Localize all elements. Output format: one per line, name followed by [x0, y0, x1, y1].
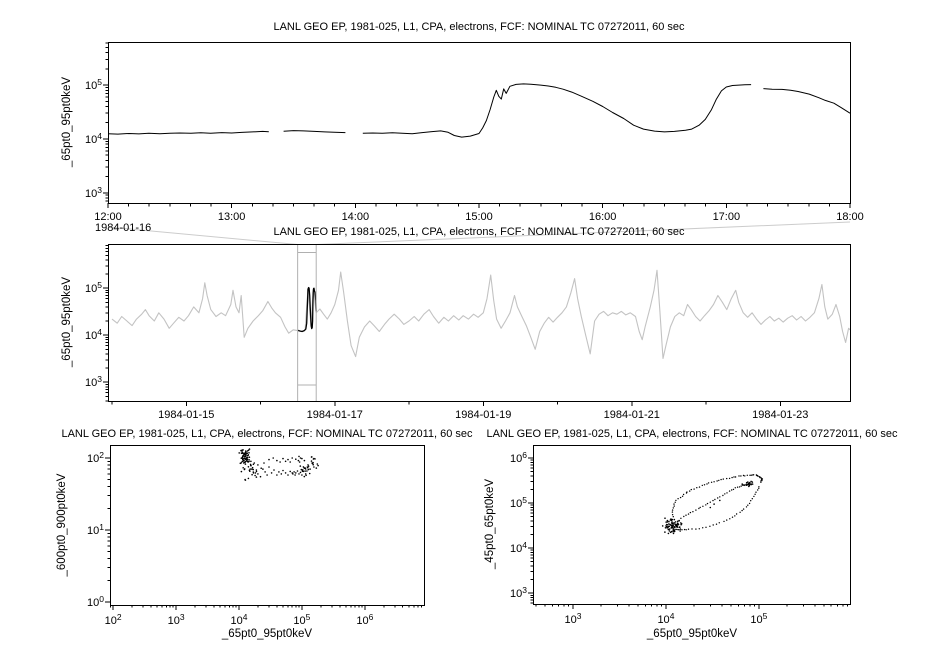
panel3-x-ticks [105, 605, 422, 627]
svg-text:1984-01-23: 1984-01-23 [752, 409, 809, 421]
svg-text:105: $10^5$ [510, 495, 527, 511]
svg-text:104: $10^4$ [510, 540, 527, 556]
svg-text:15:00: 15:00 [465, 211, 493, 223]
panel3-y-ticks [87, 450, 110, 609]
svg-text:104: $10^4$ [657, 611, 675, 626]
svg-text:102: $10^2$ [87, 449, 104, 465]
svg-text:104: $10^4$ [85, 327, 102, 343]
svg-text:1984-01-19: 1984-01-19 [455, 409, 512, 421]
panel2-x-ticks [112, 401, 808, 421]
svg-text:103: $10^3$ [167, 612, 185, 627]
svg-text:1984-01-17: 1984-01-17 [306, 409, 363, 421]
svg-text:105: $10^5$ [750, 611, 768, 626]
svg-text:103: $10^3$ [510, 585, 527, 601]
panel2-plot[interactable] [85, 244, 850, 421]
panel1-series [108, 84, 850, 137]
panel1-plot-border [109, 43, 851, 204]
svg-text:100: $10^0$ [87, 593, 104, 609]
panel3-plot[interactable] [87, 446, 424, 628]
svg-text:106: $10^6$ [356, 612, 374, 627]
svg-text:1984-01-21: 1984-01-21 [603, 409, 660, 421]
panel2-ylabel: _65pt0_95pt0keV [61, 276, 73, 368]
panel2-plot-border [109, 245, 851, 402]
panel1-title: LANL GEO EP, 1981-025, L1, CPA, electrons, FCF: NOMINAL TC 07272011, 60 sec [273, 21, 685, 33]
panel2-series-context [112, 270, 850, 358]
svg-text:17:00: 17:00 [712, 211, 741, 223]
svg-text:104: $10^4$ [230, 612, 248, 627]
panel4-title: LANL GEO EP, 1981-025, L1, CPA, electrons, FCF: NOMINAL TC 07272011, 60 sec [486, 428, 898, 440]
svg-text:103: $10^3$ [564, 611, 582, 626]
panel4-xlabel: _65pt0_95pt0keV [646, 628, 738, 640]
panel2-title: LANL GEO EP, 1981-025, L1, CPA, electrons, FCF: NOMINAL TC 07272011, 60 sec [273, 226, 685, 238]
panel4-ylabel: _45pt0_65pt0keV [484, 478, 496, 570]
panel2-y-ticks [85, 246, 108, 401]
panel2-series-highlighted-interval [298, 288, 317, 332]
panel3-ylabel: _600pt0_900pt0keV [56, 473, 68, 577]
panel2-series [112, 270, 850, 358]
panel4-x-ticks [536, 604, 848, 626]
svg-text:106: $10^6$ [510, 450, 527, 466]
panel1-series-_65pt0_95pt0keV [108, 84, 850, 137]
svg-text:103: $10^3$ [85, 374, 102, 390]
svg-text:1984-01-16: 1984-01-16 [95, 222, 152, 234]
svg-text:13:00: 13:00 [217, 211, 246, 223]
panel1-y-ticks [85, 43, 108, 201]
svg-text:103: $10^3$ [85, 184, 102, 200]
panel3-plot-border [111, 446, 425, 606]
panel4-plot-border [534, 446, 851, 605]
panel3-title: LANL GEO EP, 1981-025, L1, CPA, electrons, FCF: NOMINAL TC 07272011, 60 sec [61, 428, 473, 440]
svg-text:102: $10^2$ [104, 612, 122, 627]
panel4-scatter-points [662, 474, 763, 534]
panel1-plot[interactable] [85, 43, 864, 235]
svg-text:18:00: 18:00 [836, 211, 864, 223]
svg-text:105: $10^5$ [85, 280, 102, 296]
svg-text:12:00: 12:00 [94, 211, 122, 223]
panel4-plot[interactable] [510, 446, 850, 627]
panel4-y-ticks [510, 450, 533, 603]
svg-text:105: $10^5$ [293, 612, 311, 627]
svg-text:105: $10^5$ [85, 77, 102, 93]
panel1-ylabel: _65pt0_95pt0keV [61, 76, 73, 168]
svg-text:101: $10^1$ [87, 521, 104, 537]
svg-text:16:00: 16:00 [588, 211, 617, 223]
svg-text:14:00: 14:00 [341, 211, 370, 223]
svg-text:1984-01-15: 1984-01-15 [158, 409, 215, 421]
svg-text:104: $10^4$ [85, 130, 102, 146]
panel3-scatter-points [238, 448, 319, 481]
panel3-xlabel: _65pt0_95pt0keV [221, 628, 313, 640]
